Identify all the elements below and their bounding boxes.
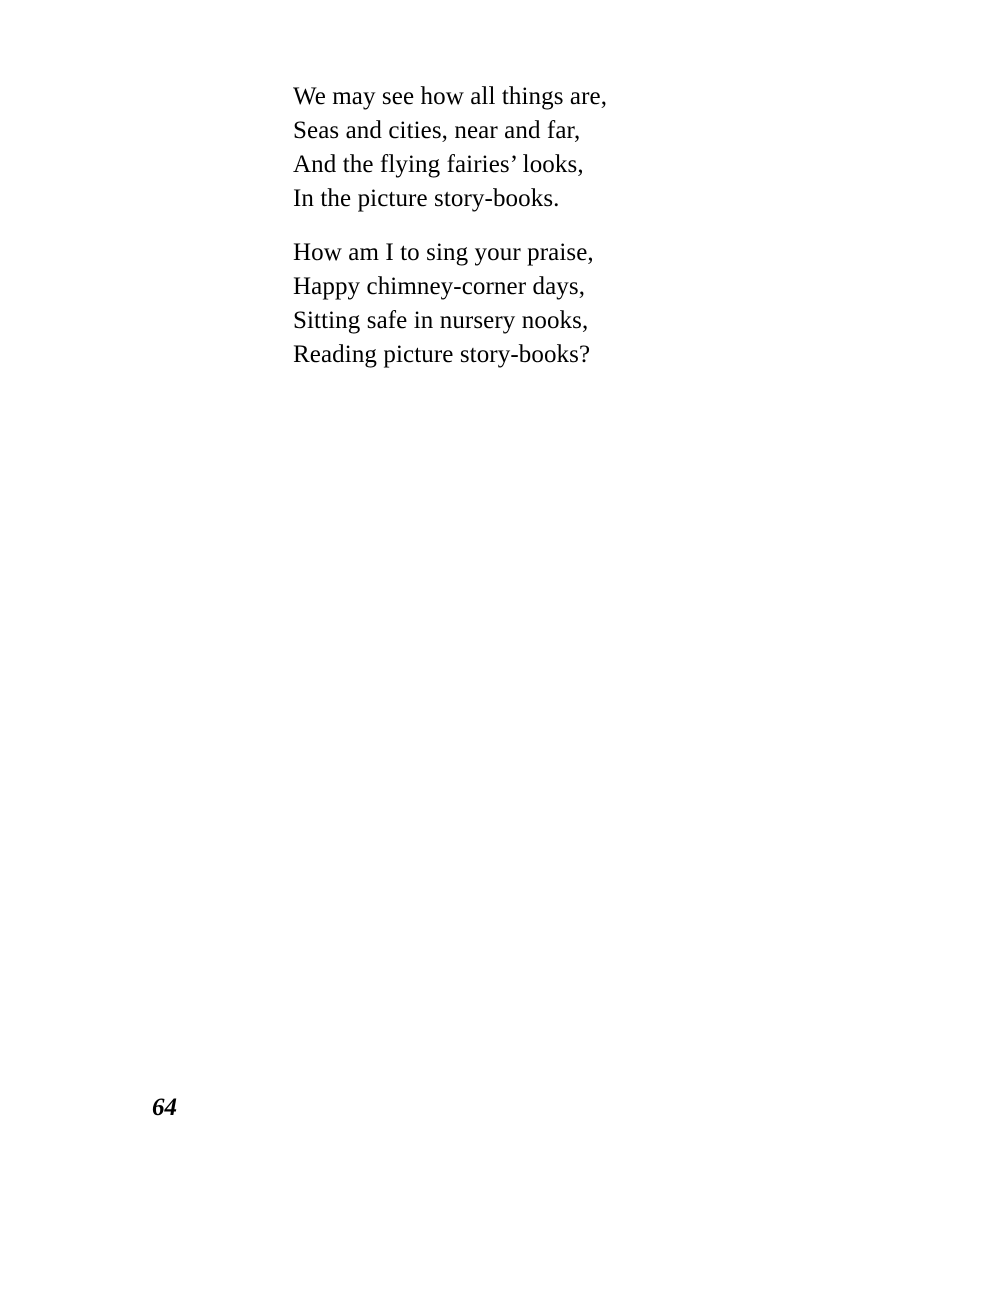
stanza-1 (293, 80, 813, 216)
poem-line: We may see how all things are, (293, 83, 608, 110)
poem-body (293, 80, 813, 392)
poem-line: Happy chimney-corner days, (293, 273, 586, 300)
page-number: 64 (152, 1094, 177, 1121)
stanza-2 (293, 236, 813, 372)
poem-line: And the flying fairies’ looks, (293, 151, 584, 178)
poem-line: How am I to sing your praise, (293, 239, 594, 266)
poem-line: Seas and cities, near and far, (293, 117, 581, 144)
poem-line: In the picture story-books. (293, 185, 560, 212)
poem-line: Sitting safe in nursery nooks, (293, 307, 589, 334)
poem-line: Reading picture story-books? (293, 341, 591, 368)
